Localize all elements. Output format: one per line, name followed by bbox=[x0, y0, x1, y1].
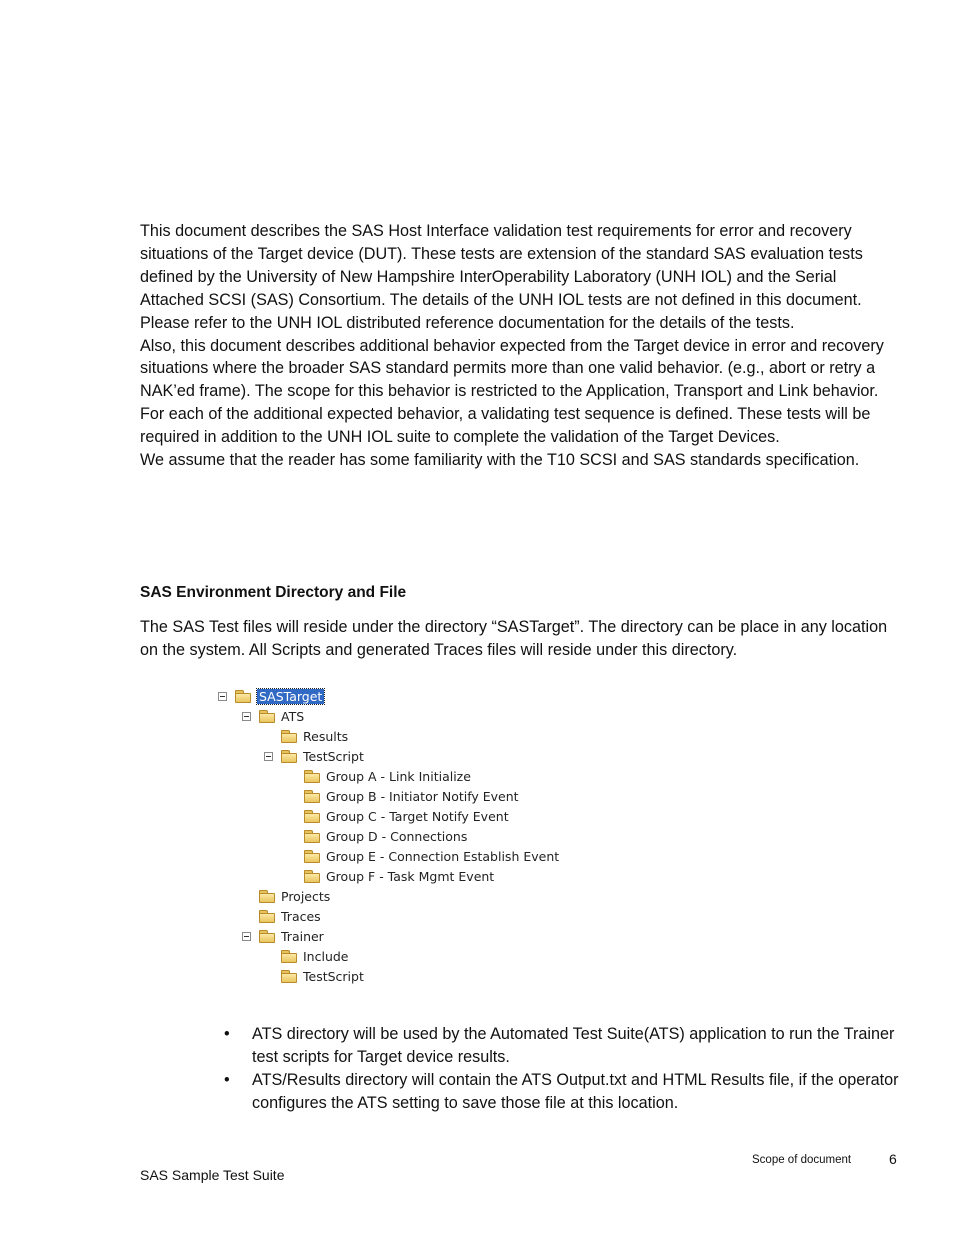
tree-node-group[interactable] bbox=[304, 827, 467, 845]
bullet-item bbox=[222, 1023, 902, 1069]
footer-document-title: SAS Sample Test Suite bbox=[140, 1167, 285, 1183]
tree-node-group[interactable] bbox=[304, 807, 509, 825]
collapse-icon[interactable] bbox=[218, 692, 227, 701]
folder-icon bbox=[259, 710, 276, 723]
tree-label[interactable]: Group B - Initiator Notify Event bbox=[326, 788, 519, 804]
assume-paragraph: We assume that the reader has some familiarity with the T10 SCSI and SAS standards specification. bbox=[140, 451, 860, 470]
folder-icon bbox=[281, 750, 298, 763]
folder-icon bbox=[304, 870, 321, 883]
intro-block bbox=[140, 220, 900, 472]
tree-label[interactable]: Include bbox=[303, 948, 349, 964]
tree-node-group[interactable] bbox=[304, 847, 559, 865]
collapse-icon[interactable] bbox=[264, 752, 273, 761]
folder-icon bbox=[304, 810, 321, 823]
tree-node-include[interactable] bbox=[281, 947, 349, 965]
tree-node-traces[interactable] bbox=[259, 907, 321, 925]
tree-node-group[interactable] bbox=[304, 767, 471, 785]
footer-section-title: Scope of document bbox=[752, 1154, 852, 1166]
tree-label[interactable]: Group D - Connections bbox=[326, 828, 468, 844]
tree-label[interactable]: Group A - Link Initialize bbox=[326, 768, 471, 784]
bullet-text: ATS/Results directory will contain the ATS Output.txt and HTML Results file, if the operator configures the ATS setting to save those file at this location. bbox=[252, 1070, 899, 1112]
folder-icon bbox=[281, 970, 298, 983]
tree-label-selected[interactable]: SASTarget bbox=[259, 688, 323, 704]
bullet-item bbox=[222, 1069, 902, 1115]
tree-node-results[interactable] bbox=[281, 727, 348, 745]
folder-icon bbox=[304, 790, 321, 803]
tree-node-testscript[interactable] bbox=[264, 747, 364, 765]
tree-label[interactable]: Results bbox=[303, 728, 349, 744]
bullet-list bbox=[222, 1023, 902, 1115]
collapse-icon[interactable] bbox=[242, 932, 251, 941]
tree-label[interactable]: Group C - Target Notify Event bbox=[326, 808, 509, 824]
folder-icon bbox=[304, 830, 321, 843]
bullet-icon: • bbox=[224, 1070, 230, 1089]
each-paragraph: For each of the additional expected behavior, a validating test sequence is defined. These tests will be required in addition to the UNH IOL suite to complete the validation of the Target Devices. bbox=[140, 405, 871, 447]
section-heading: SAS Environment Directory and File bbox=[140, 584, 407, 601]
tree-node-sastarget[interactable] bbox=[218, 687, 324, 705]
tree-label[interactable]: Projects bbox=[281, 888, 331, 904]
folder-icon bbox=[304, 770, 321, 783]
folder-icon bbox=[281, 950, 298, 963]
folder-icon bbox=[259, 930, 276, 943]
bullet-text: ATS directory will be used by the Automated Test Suite(ATS) application to run the Trainer test scripts for Target device results. bbox=[252, 1025, 895, 1066]
page-number: 6 bbox=[889, 1151, 897, 1167]
folder-icon bbox=[259, 890, 276, 903]
collapse-icon[interactable] bbox=[242, 712, 251, 721]
tree-label[interactable]: Traces bbox=[281, 908, 321, 924]
tree-node-group[interactable] bbox=[304, 787, 519, 805]
tree-node-trainer-testscript[interactable] bbox=[281, 967, 364, 985]
folder-icon bbox=[259, 910, 276, 923]
folder-icon bbox=[281, 730, 298, 743]
tree-label[interactable]: Group E - Connection Establish Event bbox=[326, 848, 560, 864]
intro-paragraph: This document describes the SAS Host Interface validation test requirements for error and recovery situations of the Target device (DUT). These tests are extension of the standard SAS evaluation tests defined by the University of New Hampshire InterOperability Laboratory (UNH IOL) and the Serial Attached SCSI (SAS) Consortium. The details of the UNH IOL tests are not defined in this document. Please refer to the UNH IOL distributed reference documentation for the details of the tests. bbox=[140, 222, 863, 332]
folder-icon bbox=[235, 690, 252, 703]
tree-node-trainer[interactable] bbox=[242, 927, 324, 945]
folder-icon bbox=[304, 850, 321, 863]
tree-node-projects[interactable] bbox=[259, 887, 330, 905]
tree-label[interactable]: TestScript bbox=[303, 968, 364, 984]
tree-label[interactable]: Trainer bbox=[281, 928, 324, 944]
also-paragraph: Also, this document describes additional behavior expected from the Target device in error and recovery situations where the broader SAS standard permits more than one valid behavior. (e.g., abort or retry a NAK’ed frame). The scope for this behavior is restricted to the Application, Transport and Link behavior. bbox=[140, 336, 884, 401]
directory-tree bbox=[218, 686, 560, 986]
tree-node-group[interactable] bbox=[304, 867, 494, 885]
tree-node-ats[interactable] bbox=[242, 707, 304, 725]
section-paragraph: The SAS Test files will reside under the directory “SASTarget”. The directory can be place in any location on the system. All Scripts and generated Traces files will reside under this directory. bbox=[140, 618, 888, 659]
tree-label[interactable]: Group F - Task Mgmt Event bbox=[326, 868, 495, 884]
bullet-icon: • bbox=[224, 1025, 230, 1043]
tree-label[interactable]: TestScript bbox=[303, 748, 364, 764]
tree-label[interactable]: ATS bbox=[281, 708, 305, 724]
